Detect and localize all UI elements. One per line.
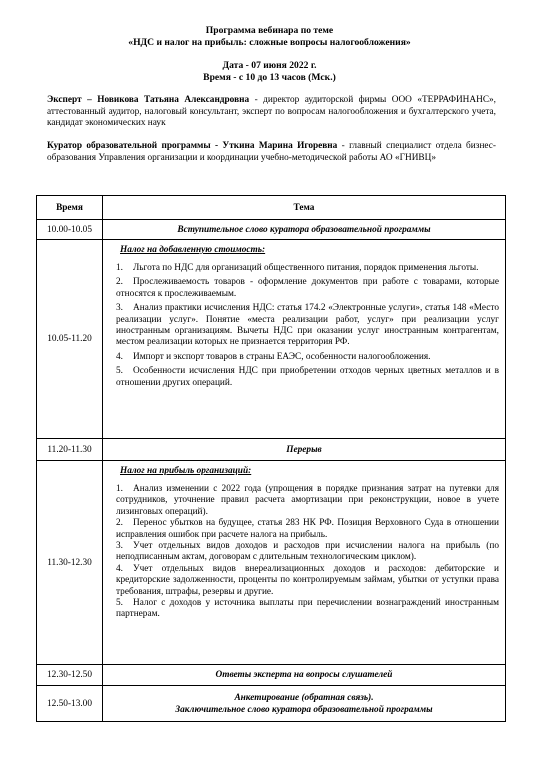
table-row	[37, 665, 506, 686]
feedback-text: Анкетирование (обратная связь).	[234, 692, 374, 703]
curator-paragraph	[47, 141, 496, 164]
row-time: 12.30-12.50	[37, 665, 103, 686]
list-item: 2. Перенос убытков на будущее, статья 283 НК РФ. Позиция Верховного Суда в отношении исправления ошибок при расчете налога на прибыль.	[116, 518, 499, 540]
table-row	[37, 686, 506, 722]
title-line-2: «НДС и налог на прибыль: сложные вопросы налогообложения»	[128, 37, 411, 48]
list-item: 5. Особенности исчисления НДС при приобретении отходов черных цветных металлов и в отношении других операций.	[116, 366, 499, 388]
list-item: 1. Льгота по НДС для организаций общественного питания, порядок применения льготы.	[116, 263, 479, 273]
curator-text: - главный специалист отдела бизнес-образования Управления организации и координации учебно-методической работы АО «ГНИВЦ»	[47, 141, 496, 163]
row-time: 11.30-12.30	[37, 461, 103, 665]
section-title: Налог на прибыль организаций:	[120, 466, 252, 476]
program-table	[36, 195, 506, 722]
row-topic	[103, 686, 506, 722]
list-item: 1. Анализ изменении с 2022 года (упрощения в порядке признания затрат на путевки для сотрудников, уточнение правил расчета амортизации при реконструкции, новое в учете лизинговых операций).	[116, 484, 499, 517]
curator-label: Куратор образовательной программы - Уткина Марина Игоревна	[47, 141, 338, 151]
row-topic	[103, 240, 506, 439]
row-topic: Перерыв	[103, 439, 506, 461]
list-item: 5. Налог с доходов у источника выплаты при перечислении вознаграждений иностранным партнерам.	[116, 598, 499, 620]
list-item: 4. Импорт и экспорт товаров в страны ЕАЭС, особенности налогообложения.	[116, 351, 431, 362]
list-item: 4. Учет отдельных видов внереализационных доходов и расходов: дебиторские и кредиторские задолженности, проценты по контролируемым займам, убытки от уступки права требования, штрафы, резервы и другие.	[116, 563, 499, 597]
table-row	[37, 461, 506, 665]
row-time: 10.00-10.05	[37, 220, 103, 240]
expert-label: Эксперт – Новикова Татьяна Александровна	[47, 95, 250, 105]
expert-paragraph	[47, 95, 496, 130]
row-topic: Ответы эксперта на вопросы слушателей	[103, 665, 506, 686]
row-time: 12.50-13.00	[37, 686, 103, 722]
webinar-date: Дата - 07 июня 2022 г.	[222, 60, 317, 71]
row-time: 10.05-11.20	[37, 240, 103, 439]
table-header-row	[37, 196, 506, 220]
column-header-time: Время	[37, 196, 103, 220]
column-header-topic: Тема	[103, 196, 506, 220]
row-topic: Вступительное слово куратора образовательной программы	[103, 220, 506, 240]
expert-text: - директор аудиторской фирмы ООО «ТЕРРАФИНАНС», аттестованный аудитор, налоговый консультант, эксперт по вопросам налогообложения и бухгалтерского учета, кандидат экономических наук	[47, 95, 497, 129]
closing-text: Заключительное слово куратора образовательной программы	[175, 704, 433, 715]
row-time: 11.20-11.30	[37, 439, 103, 461]
webinar-time: Время - с 10 до 13 часов (Мск.)	[203, 72, 336, 83]
table-row	[37, 439, 506, 461]
list-item: 3. Учет отдельных видов доходов и расходов при исчислении налога на прибыль (по неподписанным актам, договорам с длительным технологическим циклом).	[116, 541, 499, 563]
section-title: Налог на добавленную стоимость:	[120, 245, 266, 255]
table-row	[37, 240, 506, 439]
table-row	[37, 220, 506, 240]
title-line-1: Программа вебинара по теме	[205, 25, 334, 36]
list-item: 3. Анализ практики исчисления НДС: статья 174.2 «Электронные услуги», статья 148 «Место реализации услуг». Понятие «места реализации работ, услуг» при реализации услуг иностранным организациям. Вычеты НДС при оказании услуг иностранным контрагентам, местом реализации которых не признается территория РФ.	[116, 303, 499, 348]
list-item: 2. Прослеживаемость товаров - оформление документов при работе с товарами, которые относятся к прослеживаемым.	[116, 277, 499, 299]
row-topic	[103, 461, 506, 665]
